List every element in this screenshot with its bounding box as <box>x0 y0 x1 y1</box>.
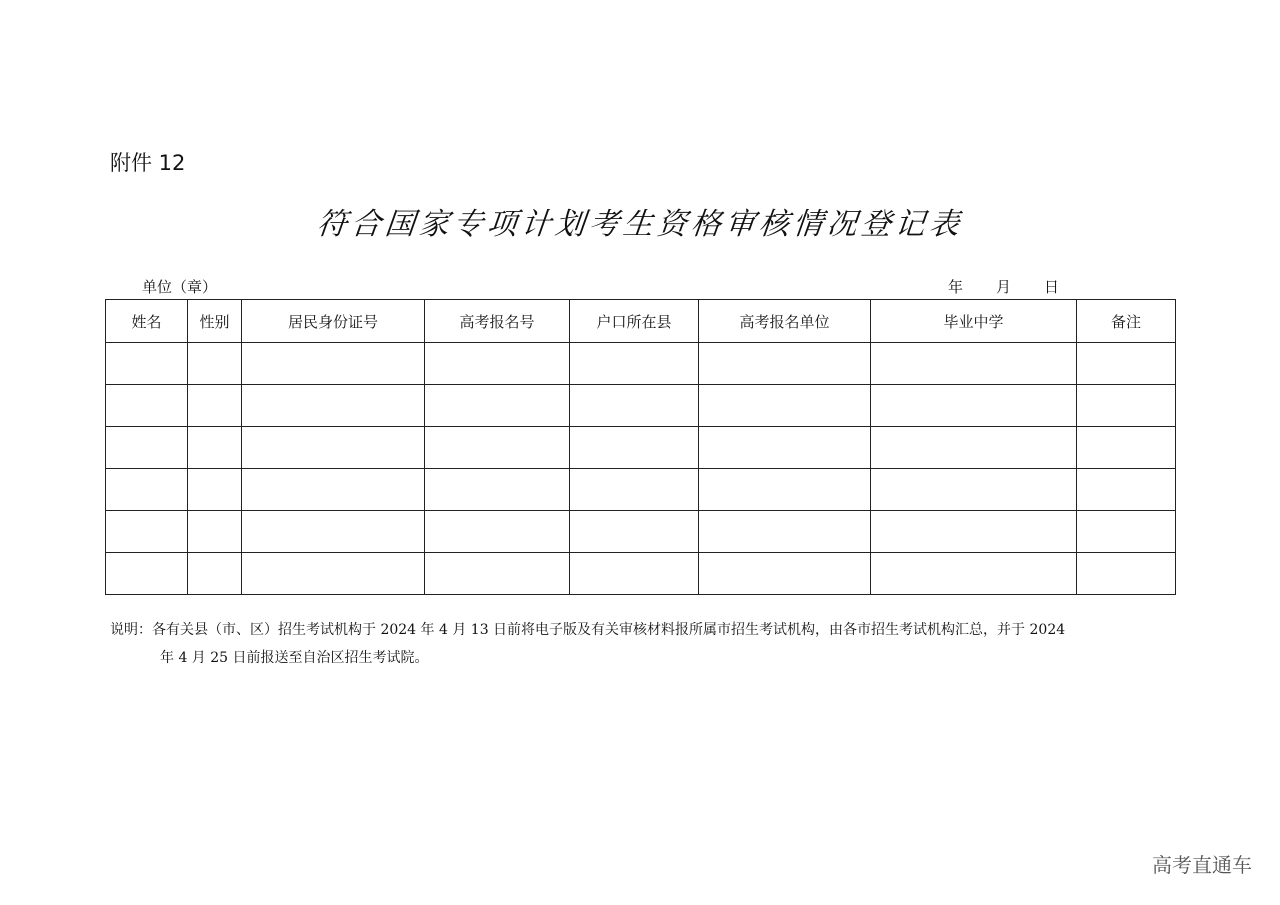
table-cell[interactable] <box>242 385 425 427</box>
table-row <box>106 553 1176 595</box>
table-cell[interactable] <box>871 511 1077 553</box>
table-cell[interactable] <box>699 427 871 469</box>
table-cell[interactable] <box>425 469 570 511</box>
table-cell[interactable] <box>425 343 570 385</box>
table-cell[interactable] <box>106 343 188 385</box>
table-cell[interactable] <box>188 511 242 553</box>
document-title: 符合国家专项计划考生资格审核情况登记表 <box>315 207 965 242</box>
note-line-1: 说明：各有关县（市、区）招生考试机构于 2024 年 4 月 13 日前将电子版及有关审核材料报所属市招生考试机构，由各市招生考试机构汇总，并于 2024 <box>110 622 1066 638</box>
table-cell[interactable] <box>242 343 425 385</box>
header-remarks: 备注 <box>1077 300 1176 343</box>
table-cell[interactable] <box>1077 553 1176 595</box>
table-cell[interactable] <box>871 343 1077 385</box>
table-cell[interactable] <box>425 385 570 427</box>
table-cell[interactable] <box>106 553 188 595</box>
table-cell[interactable] <box>242 469 425 511</box>
header-exam-registration-number: 高考报名号 <box>425 300 570 343</box>
table-cell[interactable] <box>188 469 242 511</box>
table-cell[interactable] <box>570 511 699 553</box>
watermark: 高考直通车 <box>1152 853 1252 877</box>
registration-table <box>105 299 1176 595</box>
header-gender: 性别 <box>188 300 242 343</box>
table-cell[interactable] <box>699 511 871 553</box>
table-header-row <box>106 300 1176 343</box>
table-cell[interactable] <box>570 343 699 385</box>
table-body <box>106 343 1176 595</box>
table-cell[interactable] <box>242 427 425 469</box>
table-cell[interactable] <box>106 469 188 511</box>
table-cell[interactable] <box>699 553 871 595</box>
table-cell[interactable] <box>570 427 699 469</box>
table-row <box>106 385 1176 427</box>
table-cell[interactable] <box>871 385 1077 427</box>
table-cell[interactable] <box>871 469 1077 511</box>
table-cell[interactable] <box>570 553 699 595</box>
header-registration-unit: 高考报名单位 <box>699 300 871 343</box>
table-cell[interactable] <box>242 511 425 553</box>
table-cell[interactable] <box>570 469 699 511</box>
attachment-label: 附件 12 <box>110 151 186 175</box>
header-name: 姓名 <box>106 300 188 343</box>
table-cell[interactable] <box>188 385 242 427</box>
note-line-2: 年 4 月 25 日前报送至自治区招生考试院。 <box>160 650 429 666</box>
table-cell[interactable] <box>570 385 699 427</box>
unit-stamp-label: 单位（章） <box>142 278 218 296</box>
table-cell[interactable] <box>242 553 425 595</box>
table-cell[interactable] <box>871 553 1077 595</box>
header-household-county: 户口所在县 <box>570 300 699 343</box>
header-graduated-school: 毕业中学 <box>871 300 1077 343</box>
table-cell[interactable] <box>188 553 242 595</box>
table-cell[interactable] <box>425 553 570 595</box>
table-row <box>106 343 1176 385</box>
table-cell[interactable] <box>188 427 242 469</box>
explanation-note <box>110 616 1175 672</box>
date-day-label: 日 <box>1044 278 1060 296</box>
table-cell[interactable] <box>1077 343 1176 385</box>
table-row <box>106 427 1176 469</box>
table-cell[interactable] <box>106 427 188 469</box>
table-cell[interactable] <box>1077 469 1176 511</box>
table-row <box>106 511 1176 553</box>
table-cell[interactable] <box>106 385 188 427</box>
table-cell[interactable] <box>871 427 1077 469</box>
date-label <box>948 277 1064 297</box>
header-id-number: 居民身份证号 <box>242 300 425 343</box>
table-row <box>106 469 1176 511</box>
date-month-label: 月 <box>996 278 1012 296</box>
table-cell[interactable] <box>1077 427 1176 469</box>
table-cell[interactable] <box>1077 385 1176 427</box>
table-cell[interactable] <box>699 385 871 427</box>
table-cell[interactable] <box>106 511 188 553</box>
table-cell[interactable] <box>188 343 242 385</box>
table-cell[interactable] <box>1077 511 1176 553</box>
table-cell[interactable] <box>699 343 871 385</box>
table-cell[interactable] <box>425 511 570 553</box>
table-cell[interactable] <box>699 469 871 511</box>
table-cell[interactable] <box>425 427 570 469</box>
date-year-label: 年 <box>948 278 964 296</box>
